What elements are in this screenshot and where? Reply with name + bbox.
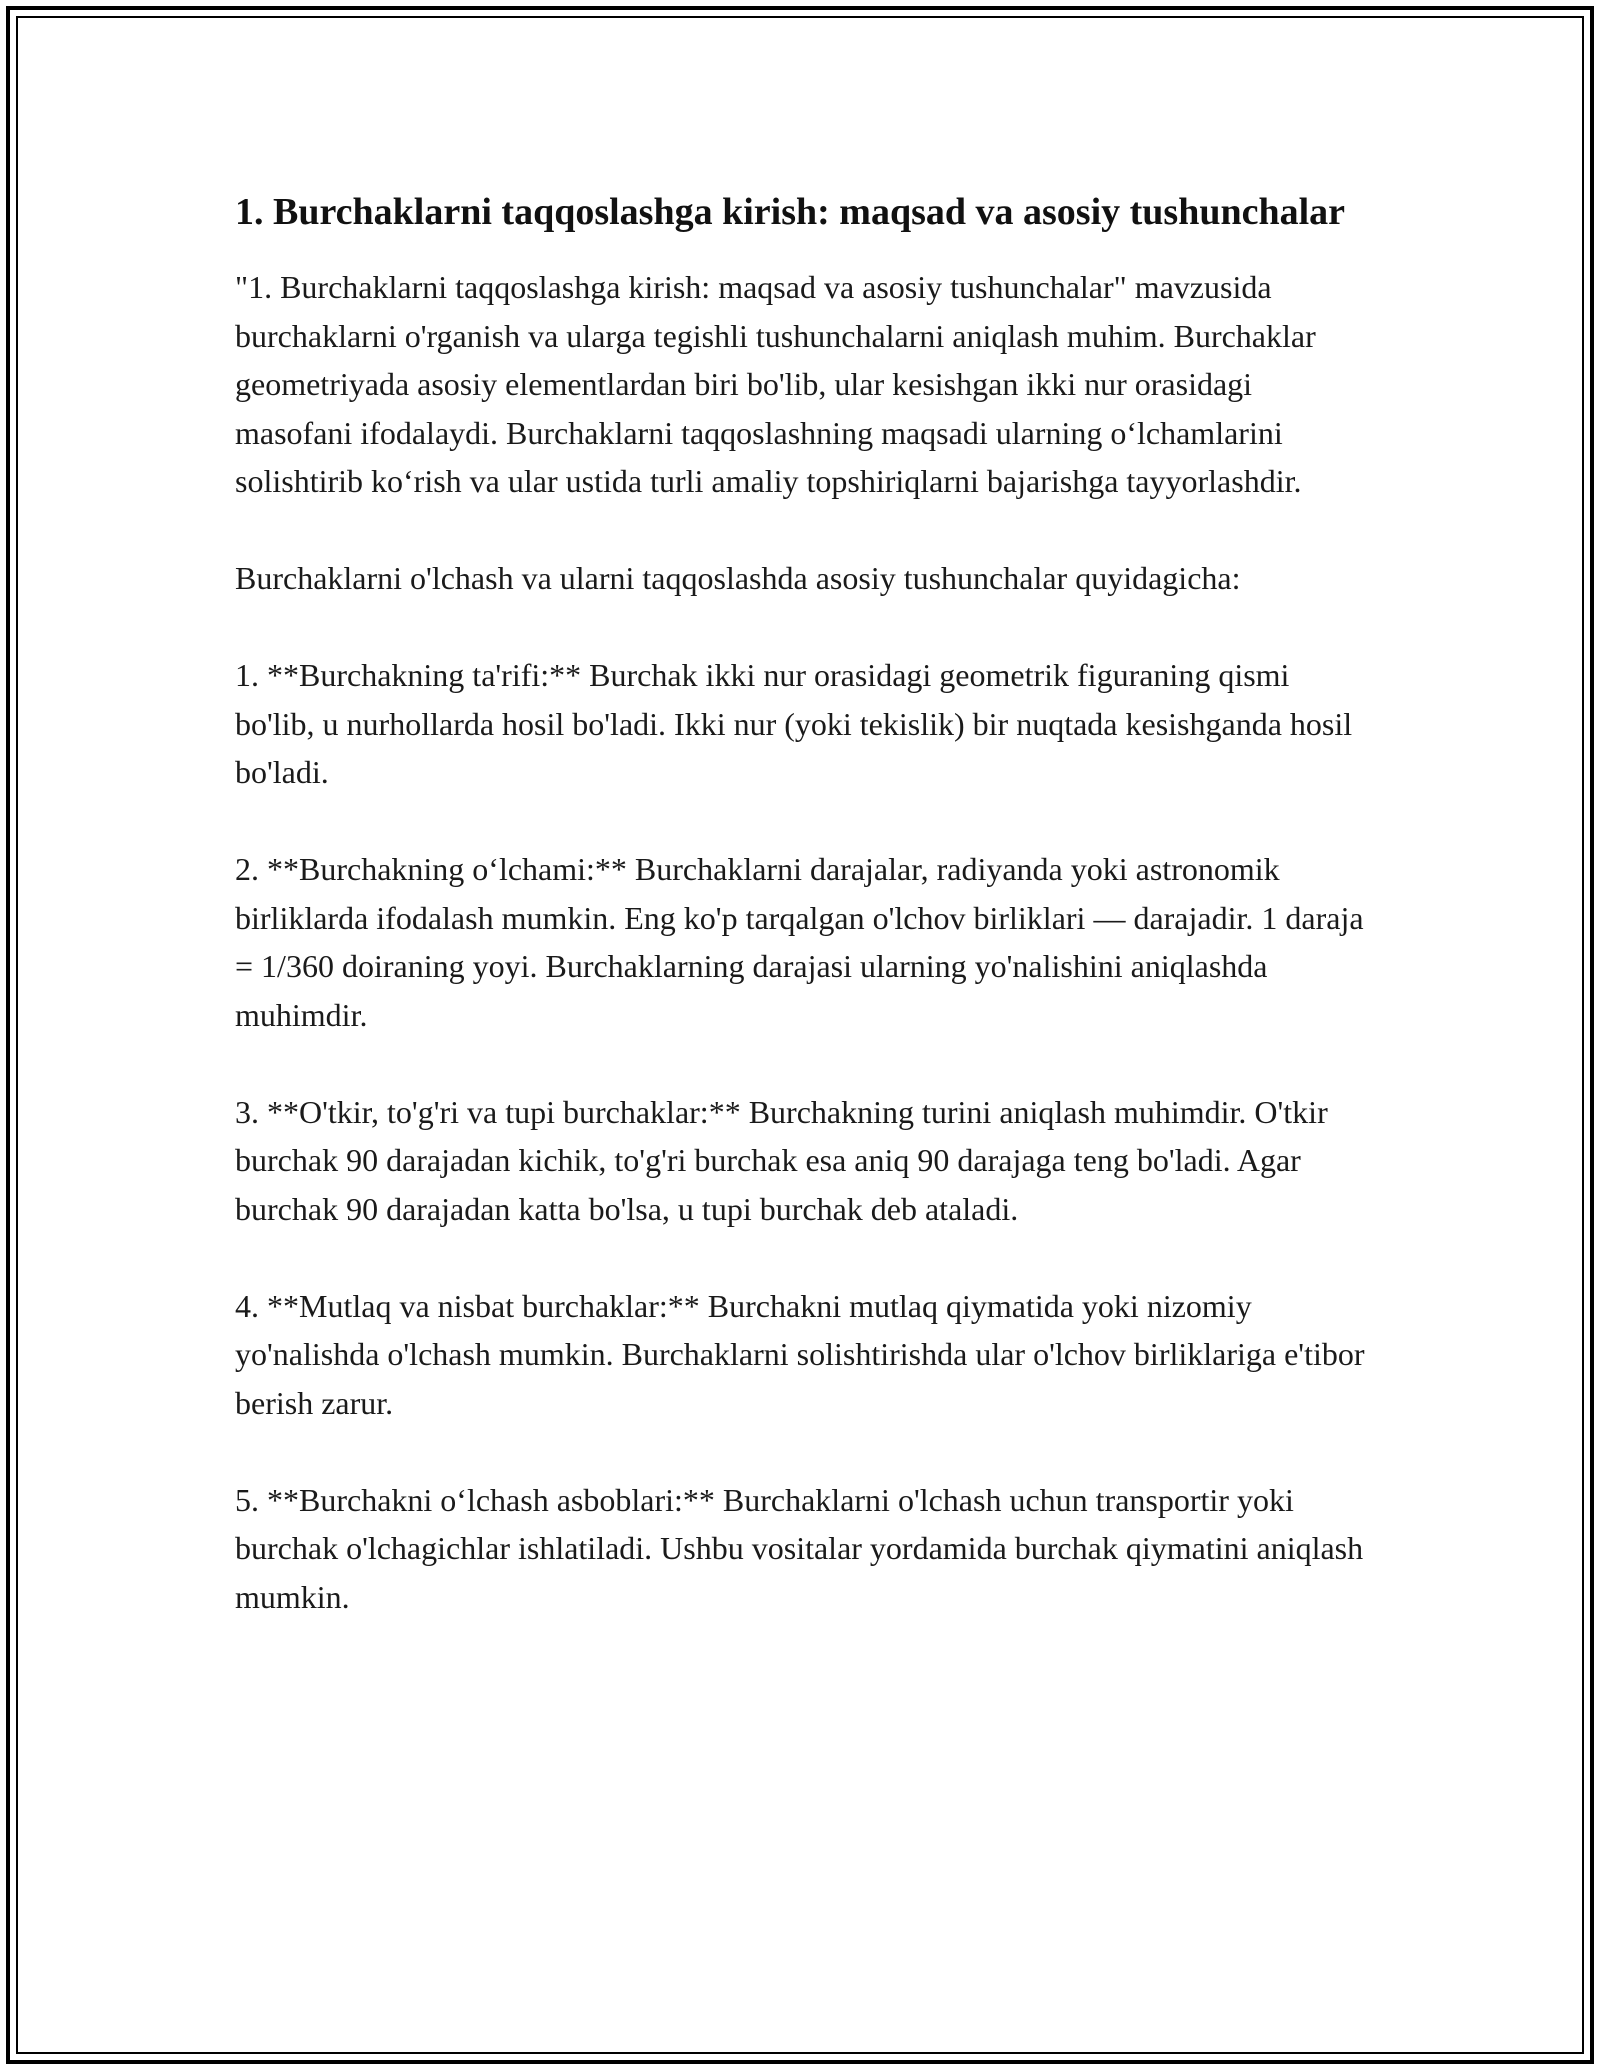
intro-paragraph: "1. Burchaklarni taqqoslashga kirish: maqsad va asosiy tushunchalar" mavzusida burchaklarni o'rganish va ularga tegishli tushunchalarni aniqlash muhim. Burchaklar geometriyada asosiy elementlardan biri bo'lib, ular kesishgan ikki nur orasidagi masofani ifodalaydi. Burchaklarni taqqoslashning maqsadi ularning o‘lchamlarini solishtirib ko‘rish va ular ustida turli amaliy topshiriqlarni bajarishga tayyorlashdir. bbox=[235, 269, 1316, 499]
document-title: 1. Burchaklarni taqqoslashga kirish: maqsad va asosiy tushunchalar bbox=[235, 191, 1346, 233]
list-item-absolute-relative: 4. **Mutlaq va nisbat burchaklar:** Burchakni mutlaq qiymatida yoki nizomiy yo'nalishda o'lchash mumkin. Burchaklarni solishtirishda ular o'lchov birliklariga e'tibor berish zarur. bbox=[235, 1287, 1365, 1421]
list-item-angle-types: 3. **O'tkir, to'g'ri va tupi burchaklar:** Burchakning turini aniqlash muhimdir. O'tkir burchak 90 darajadan kichik, to'g'ri burchak esa aniq 90 darajaga teng bo'ladi. Agar burchak 90 darajadan katta bo'lsa, u tupi burchak deb ataladi. bbox=[235, 1093, 1328, 1227]
list-item-definition: 1. **Burchakning ta'rifi:** Burchak ikki nur orasidagi geometrik figuraning qismi bo'lib, u nurhollarda hosil bo'ladi. Ikki nur (yoki tekislik) bir nuqtada kesishganda hosil bo'ladi. bbox=[235, 657, 1353, 790]
document-body bbox=[235, 185, 1365, 1670]
list-item-measure: 2. **Burchakning o‘lchami:** Burchaklarni darajalar, radiyanda yoki astronomik birliklarda ifodalash mumkin. Eng ko'p tarqalgan o'lchov birliklari — darajadir. 1 daraja = 1/360 doiraning yoyi. Burchaklarning darajasi ularning yo'nalishini aniqlashda muhimdir. bbox=[235, 851, 1364, 1033]
concepts-lead-paragraph: Burchaklarni o'lchash va ularni taqqoslashda asosiy tushunchalar quyidagicha: bbox=[235, 560, 1241, 596]
list-item-tools: 5. **Burchakni o‘lchash asboblari:** Burchaklarni o'lchash uchun transportir yoki burchak o'lchagichlar ishlatiladi. Ushbu vositalar yordamida burchak qiymatini aniqlash mumkin. bbox=[235, 1481, 1364, 1615]
